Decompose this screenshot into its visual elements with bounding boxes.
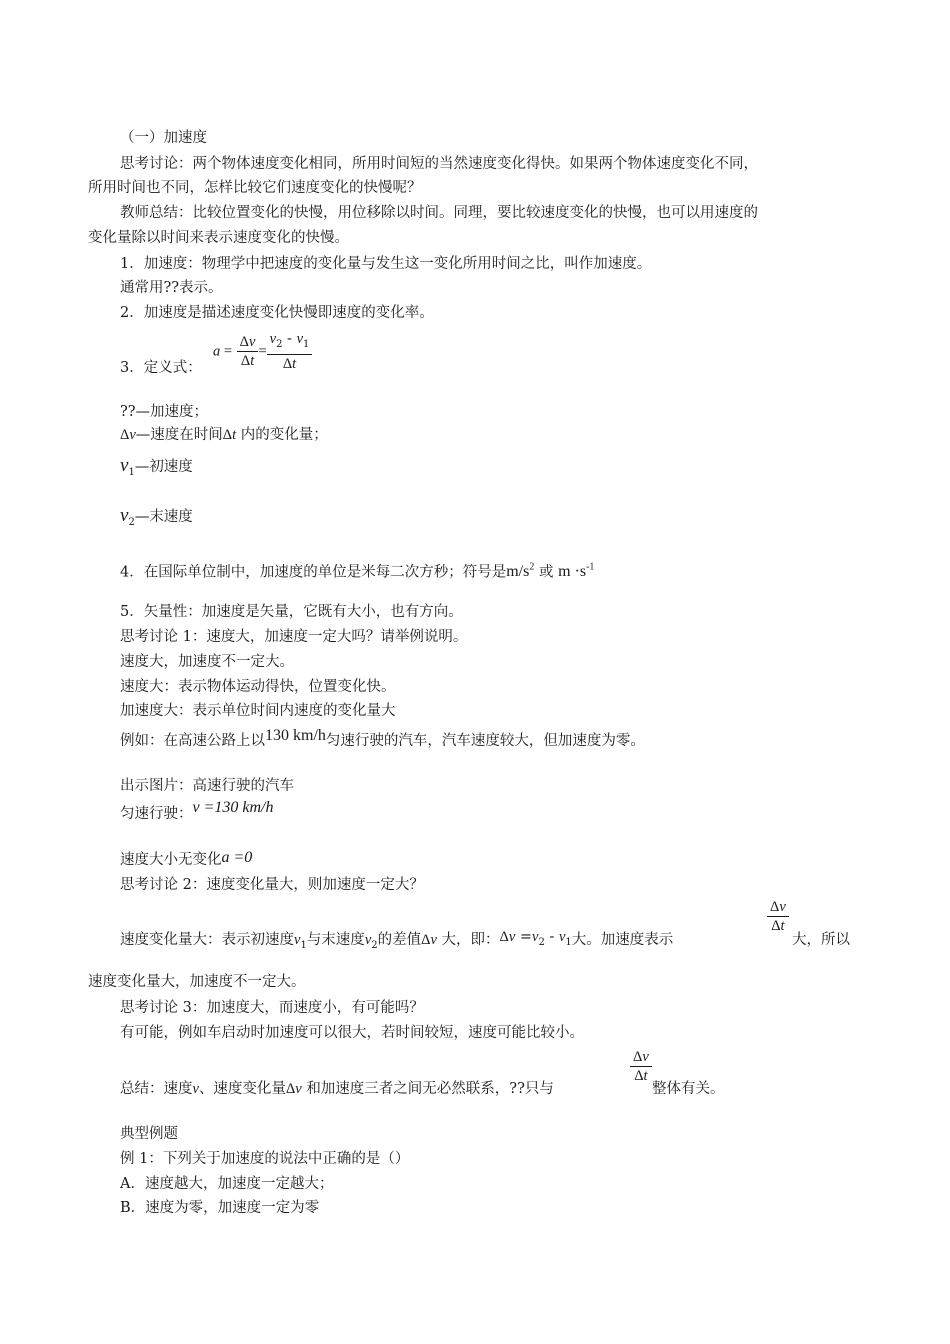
example-1-question: 例 1：下列关于加速度的说法中正确的是（） <box>120 1151 410 1167</box>
def-acceleration: ??—加速度； <box>120 404 209 420</box>
item-5: 5．矢量性：加速度是矢量，它既有大小，也有方向。 <box>120 604 463 620</box>
uniform-motion: 匀速行驶：v =130 km/h <box>120 799 274 822</box>
paragraph-2-line-2: 变化量除以时间来表示速度变化的快慢。 <box>88 230 349 246</box>
paragraph-1-line-1: 思考讨论：两个物体速度变化相同，所用时间短的当然速度变化得快。如果两个物体速度变化不同， <box>120 156 758 172</box>
answer-3: 有可能，例如车启动时加速度可以很大，若时间较短，速度可能比较小。 <box>120 1025 584 1041</box>
answer-2-tail: 大，所以 <box>792 932 850 948</box>
def-initial-velocity: $v_1—$初速度 <box>120 455 193 478</box>
picture-caption: 出示图片：高速行驶的汽车 <box>120 778 294 794</box>
question-3: 思考讨论 3：加速度大，而速度小，有可能吗？ <box>120 1000 424 1016</box>
question-2: 思考讨论 2：速度变化量大，则加速度一定大？ <box>120 877 424 893</box>
answer-1-b: 速度大：表示物体运动得快，位置变化快。 <box>120 679 396 695</box>
def-velocity-change: Δv—速度在时间Δt 内的变化量； <box>120 427 328 443</box>
item-1-symbol: 通常用??表示。 <box>120 280 223 296</box>
item-3-label: 3．定义式： <box>120 360 202 376</box>
summary-fraction: $\frac{\Delta v}{\Delta t}$ <box>630 1048 652 1085</box>
typical-examples-heading: 典型例题 <box>120 1126 178 1142</box>
item-4: 4．在国际单位制中，加速度的单位是米每二次方秒；符号是$m/s^2$ 或 $m \cdot s^{-1}$ <box>120 562 595 581</box>
no-change-line: 速度大小无变化a =0 <box>120 849 253 868</box>
answer-2-fraction: $\frac{\Delta v}{\Delta t}$ <box>767 898 789 935</box>
paragraph-2-line-1: 教师总结：比较位置变化的快慢，用位移除以时间。同理，要比较速度变化的快慢，也可以用速度的 <box>120 205 758 221</box>
def-final-velocity: $v_2—$末速度 <box>120 505 193 528</box>
section-title: （一）加速度 <box>120 130 207 146</box>
option-b: B．速度为零，加速度一定为零 <box>120 1200 320 1216</box>
question-1: 思考讨论 1：速度大，加速度一定大吗？请举例说明。 <box>120 629 468 645</box>
paragraph-1-line-2: 所用时间也不同，怎样比较它们速度变化的快慢呢？ <box>88 180 422 196</box>
answer-2-line-2: 速度变化量大，加速度不一定大。 <box>88 974 306 990</box>
example-highway: 例如：在高速公路上以130 km/h匀速行驶的汽车，汽车速度较大，但加速度为零。 <box>120 727 645 749</box>
option-a: A．速度越大，加速度一定越大； <box>120 1176 334 1192</box>
item-1: 1．加速度：物理学中把速度的变化量与发生这一变化所用时间之比，叫作加速度。 <box>120 256 652 272</box>
definition-formula: a = $\frac{\Delta v}{\Delta t}$ = $\frac{v_2 - v_1}{\Delta t}$ <box>213 330 312 373</box>
answer-2-line-1: 速度变化量大：表示初速度$v_1$与末速度$v_2$的差值Δv 大，即：$\Delta v =v_2 - v_1$大。加速度表示 <box>120 929 674 951</box>
summary-tail: 整体有关。 <box>652 1081 725 1097</box>
item-2: 2．加速度是描述速度变化快慢即速度的变化率。 <box>120 305 434 321</box>
summary: 总结：速度v、速度变化量Δv 和加速度三者之间无必然联系，??只与 <box>120 1081 554 1097</box>
answer-1-c: 加速度大：表示单位时间内速度的变化量大 <box>120 703 396 719</box>
answer-1-a: 速度大，加速度不一定大。 <box>120 654 294 670</box>
